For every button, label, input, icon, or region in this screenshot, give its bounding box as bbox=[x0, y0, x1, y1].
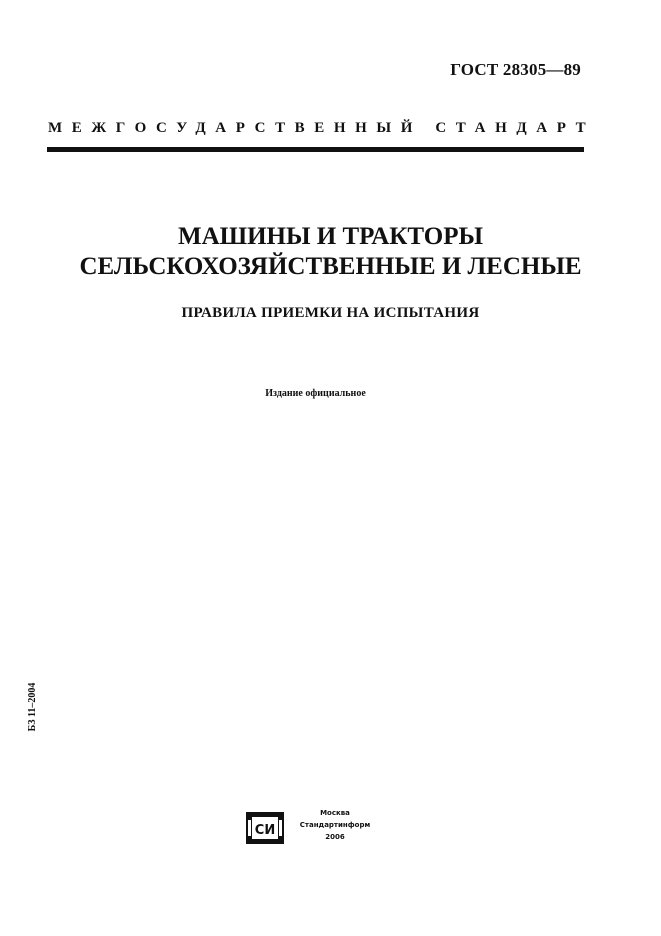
title-line-2: СЕЛЬСКОХОЗЯЙСТВЕННЫЕ И ЛЕСНЫЕ bbox=[79, 253, 582, 280]
logo-letters: СИ bbox=[254, 823, 276, 838]
side-code: БЗ 11–2004 bbox=[27, 682, 38, 732]
title-line-1: МАШИНЫ И ТРАКТОРЫ bbox=[177, 223, 484, 250]
publisher-block bbox=[246, 806, 380, 844]
edition-note: Издание официальное bbox=[265, 388, 366, 399]
publisher-city: Москва bbox=[320, 809, 350, 817]
gost-number: ГОСТ 28305—89 bbox=[450, 60, 581, 79]
document-subtitle: ПРАВИЛА ПРИЕМКИ НА ИСПЫТАНИЯ bbox=[181, 305, 480, 321]
publisher-text bbox=[290, 807, 380, 843]
document-title bbox=[0, 222, 661, 282]
header-rule bbox=[47, 147, 584, 152]
publisher-name: Стандартинформ bbox=[299, 821, 371, 829]
standartinform-logo-icon bbox=[246, 812, 284, 844]
standard-type-heading: МЕЖГОСУДАРСТВЕННЫЙ СТАНДАРТ bbox=[48, 120, 596, 136]
publisher-year: 2006 bbox=[325, 833, 345, 841]
